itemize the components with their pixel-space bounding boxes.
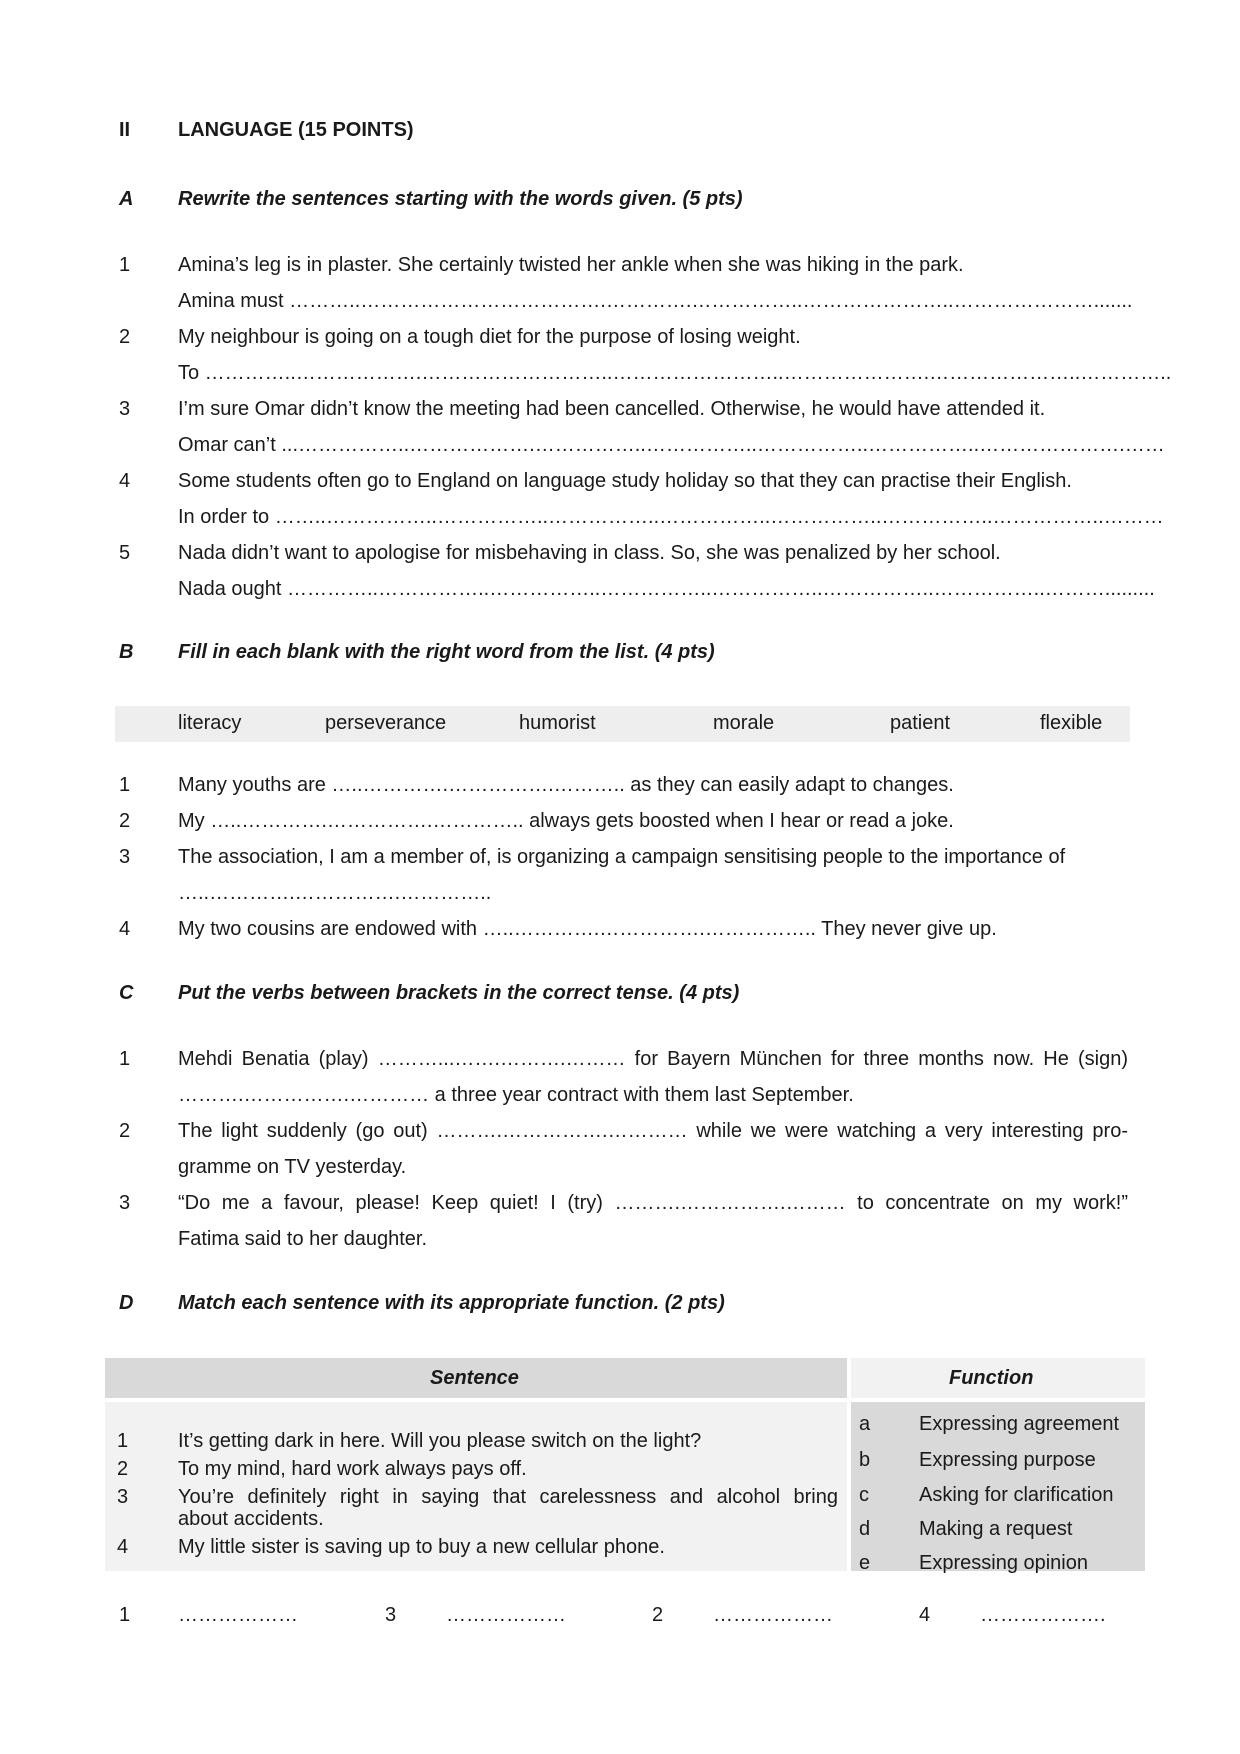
sentence-number: 2	[117, 1458, 129, 1480]
part-b-instruction: Fill in each blank with the right word from the list. (4 pts)	[178, 641, 715, 663]
part-a-item-prompt[interactable]: In order to ……..……………..……………..……………..……………..……………..……………..……………..………	[178, 506, 1164, 528]
part-a-item-sentence: Some students often go to England on language study holiday so that they can practise their English.	[178, 470, 1072, 492]
word-option: perseverance	[325, 712, 447, 734]
answer-blank[interactable]: ………………	[713, 1604, 833, 1626]
part-c-item-line2: gramme on TV yesterday.	[178, 1156, 407, 1178]
part-a-instruction: Rewrite the sentences starting with the words given. (5 pts)	[178, 188, 743, 210]
part-b-item-number: 4	[119, 918, 131, 940]
part-c-item-number: 1	[119, 1048, 131, 1070]
part-a-item-number: 1	[119, 254, 131, 276]
part-a-item-number: 5	[119, 542, 131, 564]
section-number: II	[119, 119, 131, 141]
section-title: LANGUAGE (15 POINTS)	[178, 119, 414, 141]
function-key: a	[859, 1413, 871, 1435]
sentence-text: It’s getting dark in here. Will you please switch on the light?	[178, 1430, 702, 1452]
part-a-item-number: 2	[119, 326, 131, 348]
sentence-number: 4	[117, 1536, 129, 1558]
function-text: Expressing purpose	[919, 1449, 1096, 1471]
part-c-item-line[interactable]: “Do me a favour, please! Keep quiet! I (try) ……….…………….……… to concentrate on my work!”	[178, 1192, 1128, 1214]
part-a-item-sentence: Nada didn’t want to apologise for misbehaving in class. So, she was penalized by her school.	[178, 542, 1001, 564]
part-c-item-line2[interactable]: ……….…………….………… a three year contract with them last September.	[178, 1084, 854, 1106]
sentence-text: My little sister is saving up to buy a new cellular phone.	[178, 1536, 665, 1558]
part-c-instruction: Put the verbs between brackets in the correct tense. (4 pts)	[178, 982, 740, 1004]
word-option: patient	[890, 712, 951, 734]
part-b-item-number: 1	[119, 774, 131, 796]
function-key: b	[859, 1449, 871, 1471]
function-key: d	[859, 1518, 871, 1540]
sentence-header: Sentence	[430, 1367, 519, 1389]
sentence-number: 1	[117, 1430, 129, 1452]
word-option: humorist	[519, 712, 596, 734]
answer-number: 1	[119, 1604, 131, 1626]
answer-number: 4	[919, 1604, 931, 1626]
function-text: Expressing agreement	[919, 1413, 1120, 1435]
word-option: literacy	[178, 712, 242, 734]
sentence-text: You’re definitely right in saying that carelessness and alcohol bring	[178, 1486, 838, 1508]
part-c-item-line[interactable]: The light suddenly (go out) ……….…………….………… while we were watching a very interesting pro-	[178, 1120, 1128, 1142]
part-a-item-prompt[interactable]: Amina must ………..……………………………….………….……………..…………………..………………….......	[178, 290, 1133, 312]
part-d-instruction: Match each sentence with its appropriate function. (2 pts)	[178, 1292, 725, 1314]
part-c-item-number: 2	[119, 1120, 131, 1142]
part-d-letter: D	[119, 1292, 134, 1314]
part-c-item-line[interactable]: Mehdi Benatia (play) ………...…….……….……… for Bayern München for three months now. He (sign)	[178, 1048, 1128, 1070]
matching-table	[105, 1358, 1145, 1574]
part-b-item-number: 2	[119, 810, 131, 832]
function-text: Making a request	[919, 1518, 1073, 1540]
part-b-item-line[interactable]: My two cousins are endowed with …..………….…………….…………….. They never give up.	[178, 918, 997, 940]
function-text: Expressing opinion	[919, 1552, 1088, 1574]
part-a-item-prompt[interactable]: To …………..……………….………………………..……………………..………………….…………………..…………..	[178, 362, 1172, 384]
function-text: Asking for clarification	[919, 1484, 1114, 1506]
sentence-text-continued: about accidents.	[178, 1508, 324, 1530]
function-header: Function	[949, 1367, 1034, 1389]
answer-number: 2	[652, 1604, 664, 1626]
part-b-item-line[interactable]: My …..………….…………….………….. always gets boosted when I hear or read a joke.	[178, 810, 954, 832]
part-c-item-line2: Fatima said to her daughter.	[178, 1228, 428, 1250]
answer-number: 3	[385, 1604, 397, 1626]
sentence-number: 3	[117, 1486, 129, 1508]
part-a-item-prompt[interactable]: Omar can’t ...……………..……………….……………..……………..……………..……………..………………….……	[178, 434, 1165, 456]
part-b-letter: B	[119, 641, 134, 663]
answer-blank[interactable]: ……………….	[980, 1604, 1106, 1626]
answer-blank[interactable]: ………………	[446, 1604, 566, 1626]
sentence-text: To my mind, hard work always pays off.	[178, 1458, 527, 1480]
answer-blank[interactable]: ………………	[178, 1604, 298, 1626]
part-b-item-line: The association, I am a member of, is organizing a campaign sensitising people to the importance of	[178, 846, 1066, 868]
function-key: c	[859, 1484, 869, 1506]
part-b-item-line[interactable]: Many youths are …..………….…………….……….. as they can easily adapt to changes.	[178, 774, 954, 796]
word-option: flexible	[1040, 712, 1103, 734]
part-c-item-number: 3	[119, 1192, 131, 1214]
part-c-letter: C	[119, 982, 134, 1004]
part-a-item-sentence: I’m sure Omar didn’t know the meeting had been cancelled. Otherwise, he would have attended it.	[178, 398, 1046, 420]
part-a-item-number: 4	[119, 470, 131, 492]
part-b-item-blank[interactable]: …..………….…………….…………..	[178, 882, 492, 904]
word-list-box	[115, 706, 1130, 742]
part-a-item-prompt[interactable]: Nada ought …………..……………..……………..……………..……………..……………..……………..……….........	[178, 578, 1155, 600]
function-key: e	[859, 1552, 871, 1574]
part-a-letter: A	[119, 188, 134, 210]
part-a-item-sentence: Amina’s leg is in plaster. She certainly twisted her ankle when she was hiking in the park.	[178, 254, 964, 276]
part-b-item-number: 3	[119, 846, 131, 868]
part-a-item-number: 3	[119, 398, 131, 420]
part-a-item-sentence: My neighbour is going on a tough diet for the purpose of losing weight.	[178, 326, 801, 348]
word-option: morale	[713, 712, 775, 734]
